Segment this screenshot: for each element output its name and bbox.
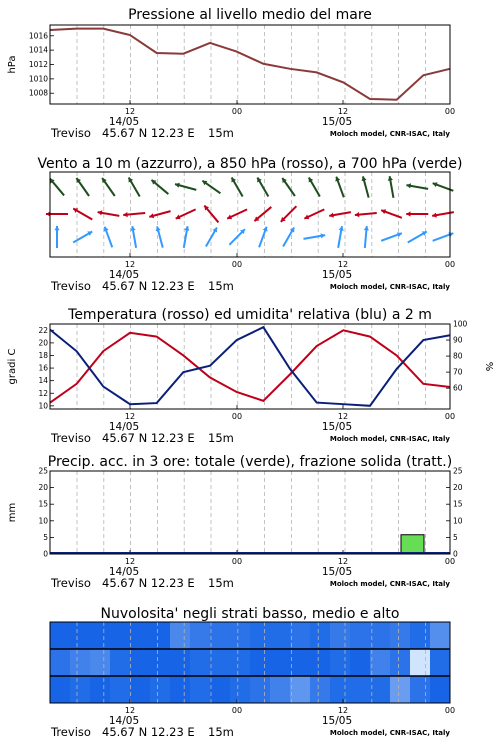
panel-wind <box>37 156 462 293</box>
x-tick-label: 12 <box>337 557 349 566</box>
cloud-cell <box>230 676 251 703</box>
cloud-cell <box>350 622 371 649</box>
cloud-cell <box>310 622 331 649</box>
location-coords: 45.67 N 12.23 E <box>102 126 195 140</box>
y-tick-label: 10 <box>38 401 48 411</box>
panel-title: Nuvolosita' negli strati basso, medio e alto <box>100 606 400 622</box>
y2-tick-label: 100 <box>453 319 468 329</box>
cloud-cell <box>250 649 271 676</box>
cloud-cell <box>110 622 131 649</box>
location-name: Treviso <box>51 279 91 293</box>
location-elevation: 15m <box>208 725 234 739</box>
cloud-cell <box>210 676 231 703</box>
cloud-cell <box>310 676 331 703</box>
location-elevation: 15m <box>208 279 234 293</box>
x-tick-label: 00 <box>444 706 456 715</box>
cloud-cell <box>230 622 251 649</box>
x-tick-label: 00 <box>444 557 456 566</box>
y-tick-label: 1008 <box>28 88 48 98</box>
wind-arrowhead <box>54 226 59 230</box>
y2-tick-label: 25 <box>453 466 463 476</box>
date-label: 15/05 <box>321 715 353 727</box>
wind-arrowhead <box>406 211 410 216</box>
x-tick-label: 00 <box>231 260 243 269</box>
cloud-cell <box>430 622 451 649</box>
y2-tick-label: 5 <box>453 532 458 542</box>
cloud-cell <box>430 676 451 703</box>
date-label: 15/05 <box>321 269 353 281</box>
location-coords: 45.67 N 12.23 E <box>102 431 195 445</box>
x-tick-label: 00 <box>444 260 456 269</box>
cloud-cell <box>230 649 251 676</box>
cloud-cell <box>350 676 371 703</box>
cloud-cell <box>410 649 431 676</box>
panel-title: Vento a 10 m (azzurro), a 850 hPa (rosso), a 700 hPa (verde) <box>37 156 463 172</box>
cloud-cell <box>370 622 391 649</box>
date-label: 14/05 <box>108 116 140 128</box>
cloud-cell <box>210 649 231 676</box>
panel-title: Precip. acc. in 3 ore: totale (verde), frazione solida (tratt.) <box>47 454 453 470</box>
y2-tick-label: 90 <box>453 335 463 345</box>
cloud-cell <box>130 676 151 703</box>
cloud-cell <box>390 649 411 676</box>
date-label: 15/05 <box>321 566 353 578</box>
x-tick-label: 12 <box>124 557 136 566</box>
x-tick-label: 00 <box>444 107 456 116</box>
x-tick-label: 12 <box>124 412 136 421</box>
date-label: 14/05 <box>108 421 140 433</box>
x-tick-label: 12 <box>337 260 349 269</box>
y-tick-label: 12 <box>38 388 48 398</box>
model-credit: Moloch model, CNR-ISAC, Italy <box>329 283 450 291</box>
y-axis-label: mm <box>7 502 18 523</box>
pressure-line <box>50 29 450 100</box>
location-elevation: 15m <box>208 576 234 590</box>
model-credit: Moloch model, CNR-ISAC, Italy <box>329 130 450 138</box>
date-label: 15/05 <box>321 116 353 128</box>
precip-bar <box>401 535 424 554</box>
model-credit: Moloch model, CNR-ISAC, Italy <box>329 729 450 737</box>
location-elevation: 15m <box>208 126 234 140</box>
y-tick-label: 1014 <box>28 45 48 55</box>
cloud-cell <box>70 622 91 649</box>
x-tick-label: 12 <box>337 107 349 116</box>
location-coords: 45.67 N 12.23 E <box>102 576 195 590</box>
location-name: Treviso <box>51 126 91 140</box>
cloud-cell <box>390 622 411 649</box>
cloud-cell <box>270 676 291 703</box>
cloud-cell <box>150 649 171 676</box>
cloud-cell <box>290 649 311 676</box>
y2-tick-label: 80 <box>453 351 463 361</box>
x-tick-label: 12 <box>124 107 136 116</box>
y-axis-label: hPa <box>7 55 18 74</box>
cloud-cell <box>330 622 351 649</box>
x-tick-label: 00 <box>444 412 456 421</box>
cloud-cell <box>330 676 351 703</box>
y-tick-label: 22 <box>38 325 48 335</box>
cloud-cell <box>50 676 71 703</box>
panel-title: Temperatura (rosso) ed umidita' relativa (blu) a 2 m <box>68 307 432 323</box>
panel-clouds <box>50 606 455 739</box>
y-tick-label: 20 <box>38 483 48 493</box>
y2-tick-label: 0 <box>453 549 458 559</box>
x-tick-label: 00 <box>231 557 243 566</box>
location-name: Treviso <box>51 431 91 445</box>
x-tick-label: 00 <box>231 107 243 116</box>
y-tick-label: 20 <box>38 338 48 348</box>
cloud-cell <box>410 622 431 649</box>
y-tick-label: 18 <box>38 350 48 360</box>
y2-tick-label: 10 <box>453 516 463 526</box>
panel-temp-humidity <box>7 307 494 445</box>
y2-tick-label: 60 <box>453 383 463 393</box>
cloud-cell <box>170 622 191 649</box>
cloud-cell <box>130 649 151 676</box>
date-label: 14/05 <box>108 566 140 578</box>
cloud-cell <box>250 676 271 703</box>
panel-pressure <box>7 7 455 140</box>
cloud-cell <box>130 622 151 649</box>
panel-precip <box>7 454 463 590</box>
cloud-cell <box>210 622 231 649</box>
y-tick-label: 10 <box>38 516 48 526</box>
cloud-cell <box>50 649 71 676</box>
cloud-cell <box>70 649 91 676</box>
location-name: Treviso <box>51 576 91 590</box>
cloud-cell <box>390 676 411 703</box>
cloud-cell <box>90 622 111 649</box>
y-tick-label: 1012 <box>28 60 48 69</box>
y-tick-label: 14 <box>38 376 48 386</box>
y-tick-label: 15 <box>38 499 48 509</box>
wind-arrowhead <box>355 212 359 217</box>
x-tick-label: 12 <box>337 706 349 715</box>
x-tick-label: 00 <box>231 412 243 421</box>
cloud-cell <box>350 649 371 676</box>
y-tick-label: 1010 <box>28 74 48 84</box>
cloud-cell <box>370 676 391 703</box>
cloud-cell <box>290 676 311 703</box>
cloud-cell <box>150 622 171 649</box>
y-tick-label: 5 <box>43 532 48 542</box>
cloud-cell <box>430 649 451 676</box>
panel-title: Pressione al livello medio del mare <box>128 7 372 23</box>
wind-arrowhead <box>123 212 127 217</box>
x-tick-label: 12 <box>124 706 136 715</box>
cloud-cell <box>170 676 191 703</box>
cloud-cell <box>250 622 271 649</box>
y2-tick-label: 70 <box>453 367 463 377</box>
y-axis-label: gradi C <box>7 348 18 385</box>
cloud-cell <box>110 676 131 703</box>
y-tick-label: 0 <box>43 549 48 559</box>
cloud-cell <box>190 676 211 703</box>
cloud-cell <box>290 622 311 649</box>
cloud-cell <box>50 622 71 649</box>
cloud-cell <box>370 649 391 676</box>
date-label: 14/05 <box>108 715 140 727</box>
cloud-cell <box>190 622 211 649</box>
y-tick-label: 25 <box>38 466 48 476</box>
humidity-line <box>50 327 450 406</box>
location-name: Treviso <box>51 725 91 739</box>
cloud-cell <box>190 649 211 676</box>
x-tick-label: 12 <box>337 412 349 421</box>
cloud-cell <box>150 676 171 703</box>
x-tick-label: 12 <box>124 260 136 269</box>
date-label: 14/05 <box>108 269 140 281</box>
cloud-cell <box>270 622 291 649</box>
cloud-cell <box>90 676 111 703</box>
cloud-cell <box>270 649 291 676</box>
cloud-cell <box>90 649 111 676</box>
model-credit: Moloch model, CNR-ISAC, Italy <box>329 435 450 443</box>
y-tick-label: 16 <box>38 363 48 373</box>
location-coords: 45.67 N 12.23 E <box>102 725 195 739</box>
cloud-cell <box>170 649 191 676</box>
cloud-cell <box>330 649 351 676</box>
cloud-cell <box>410 676 431 703</box>
model-credit: Moloch model, CNR-ISAC, Italy <box>329 580 450 588</box>
location-elevation: 15m <box>208 431 234 445</box>
y2-axis-label: % <box>483 361 494 372</box>
date-label: 15/05 <box>321 421 353 433</box>
x-tick-label: 00 <box>231 706 243 715</box>
y2-tick-label: 15 <box>453 499 463 509</box>
cloud-cell <box>310 649 331 676</box>
y-tick-label: 1016 <box>28 31 48 41</box>
cloud-cell <box>110 649 131 676</box>
cloud-cell <box>70 676 91 703</box>
location-coords: 45.67 N 12.23 E <box>102 279 195 293</box>
y2-tick-label: 20 <box>453 483 463 493</box>
plot-frame <box>50 25 450 104</box>
plot-frame <box>50 471 450 554</box>
wind-arrowhead <box>364 226 369 230</box>
